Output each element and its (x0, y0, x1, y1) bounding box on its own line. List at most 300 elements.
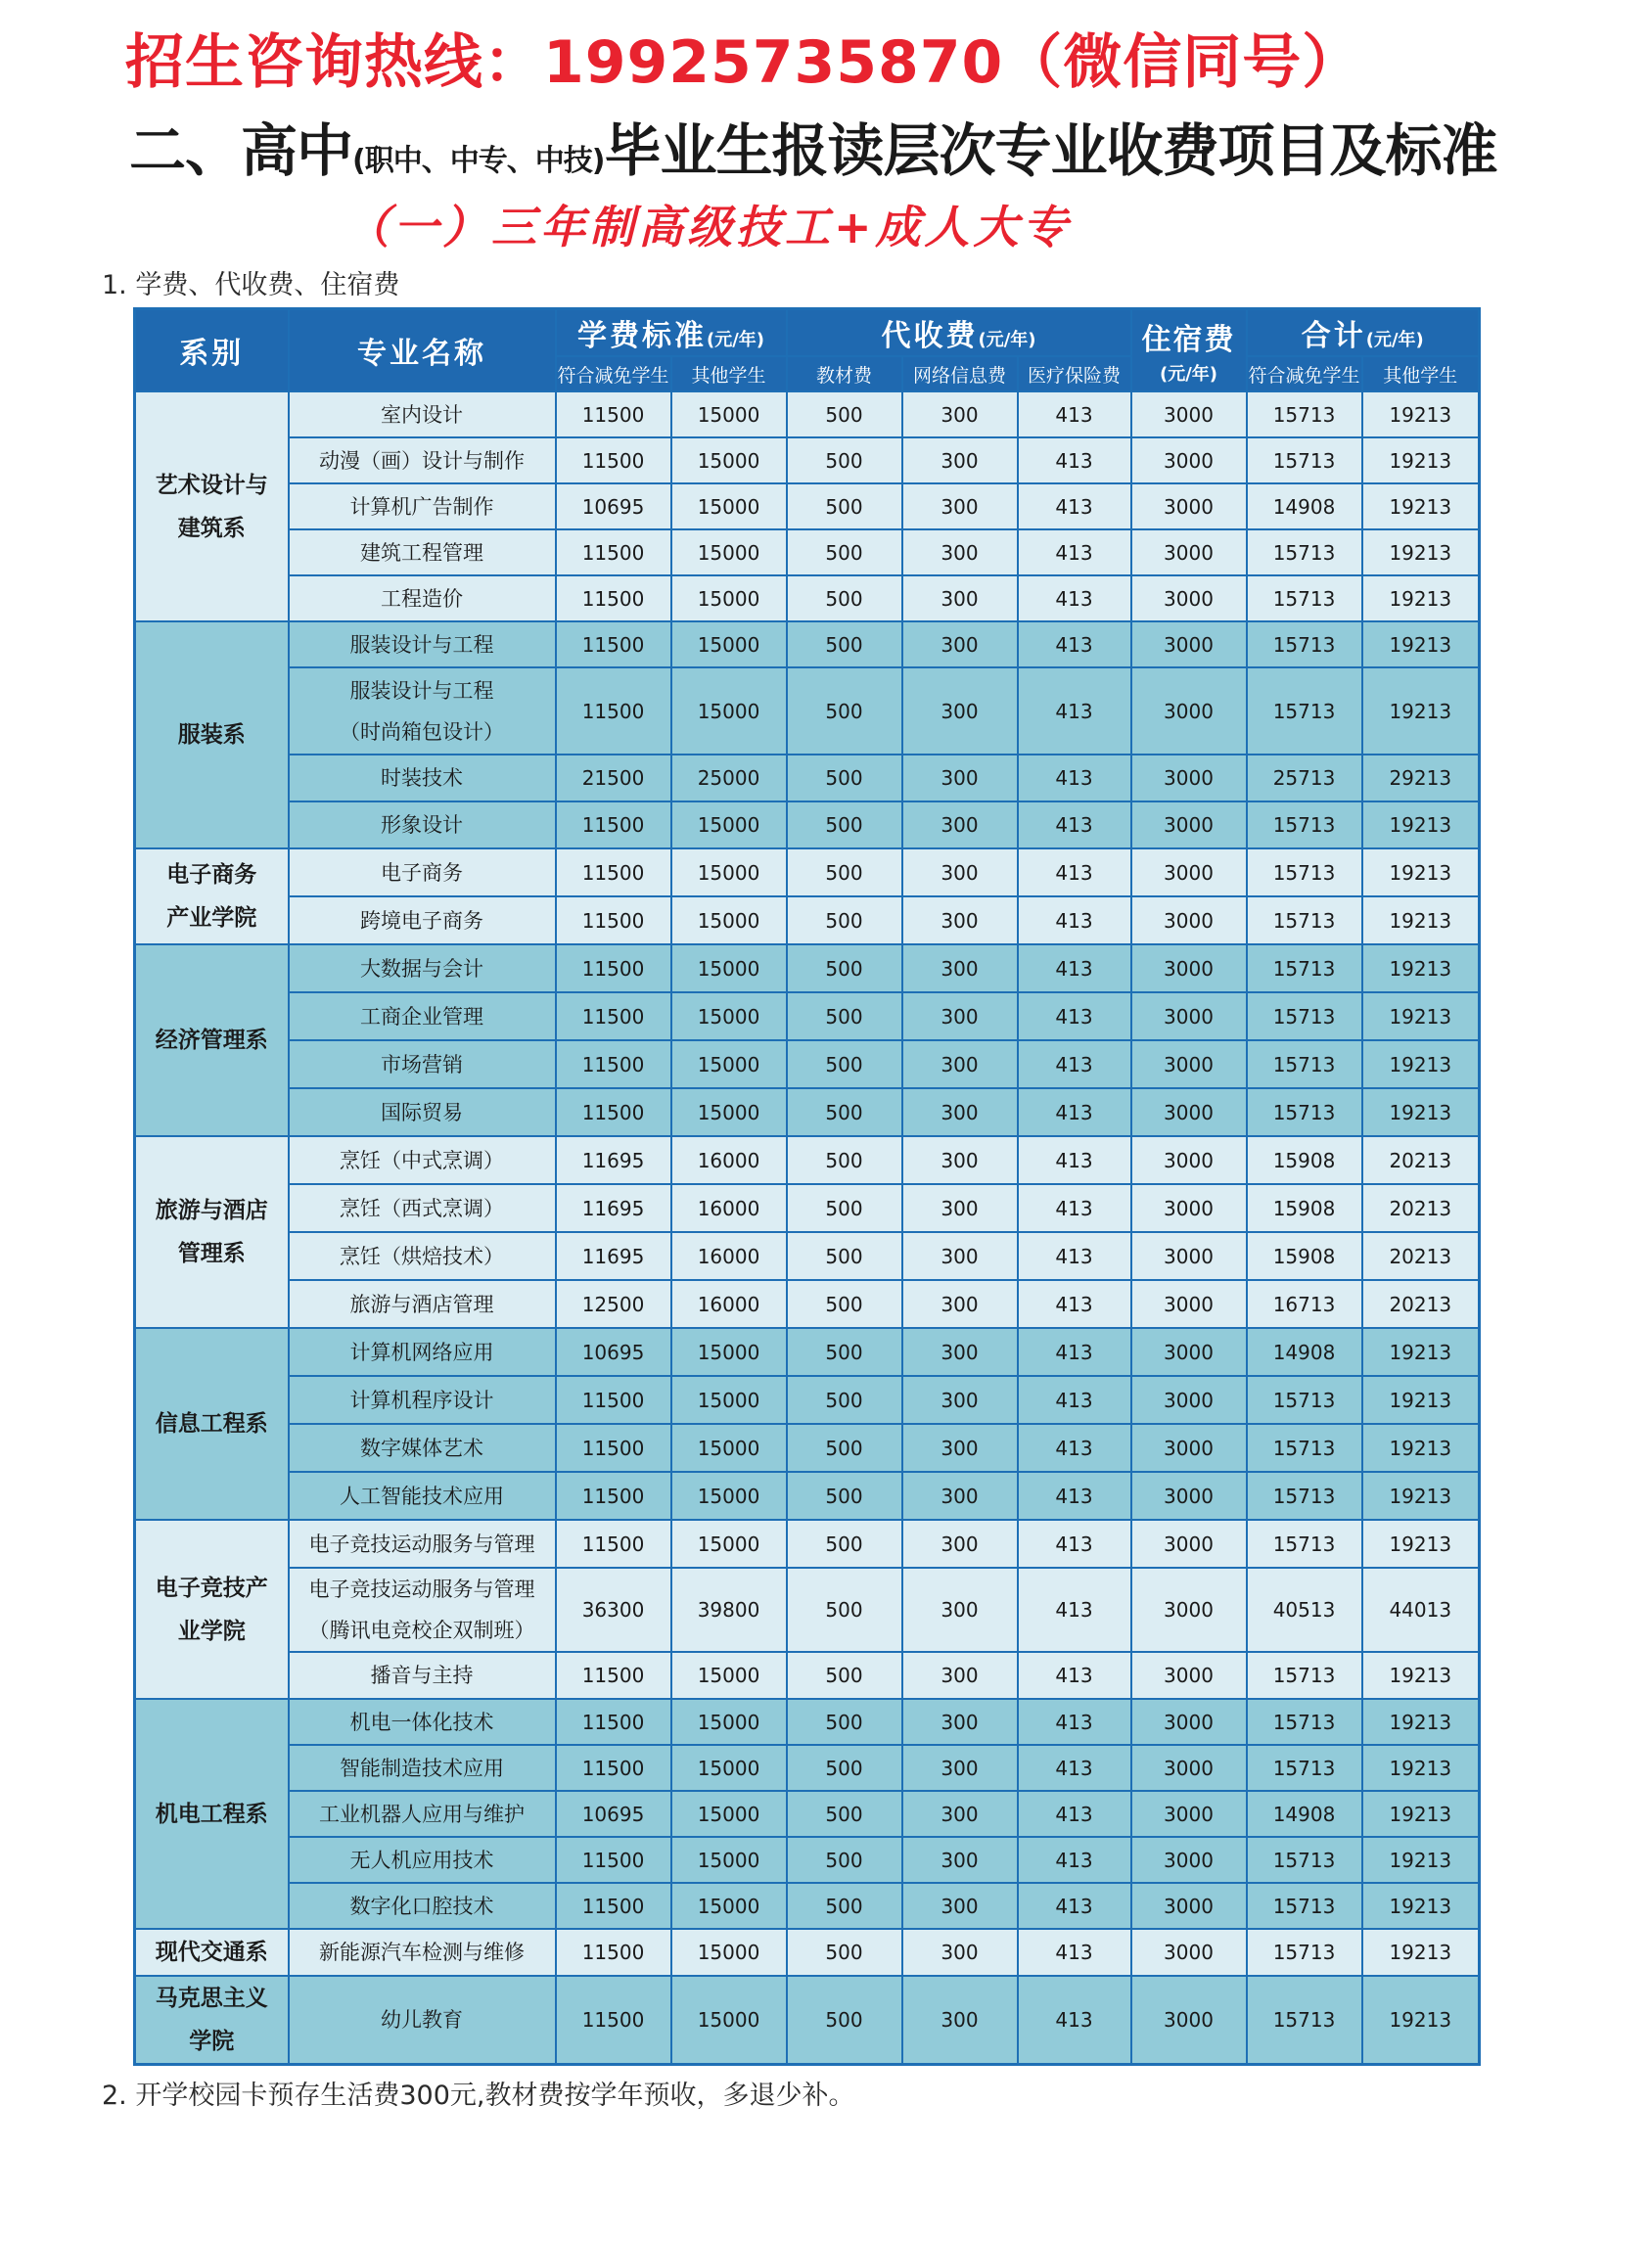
dorm-fee-cell: 3000 (1131, 848, 1247, 896)
total-reduced-cell: 15908 (1247, 1232, 1362, 1280)
books-fee-cell: 500 (787, 1699, 902, 1745)
dorm-fee-cell: 3000 (1131, 1472, 1247, 1520)
medical-fee-cell: 413 (1018, 1652, 1131, 1699)
table-row (135, 1376, 1480, 1424)
total-reduced-cell: 15713 (1247, 944, 1362, 992)
header-tuition-reduced: 符合减免学生 (556, 356, 671, 391)
total-reduced-cell: 15713 (1247, 1376, 1362, 1424)
table-row (135, 483, 1480, 529)
network-fee-cell: 300 (902, 1883, 1018, 1929)
tuition-reduced-cell: 11500 (556, 391, 671, 437)
dept-cell: 电子商务 产业学院 (135, 848, 289, 944)
books-fee-cell: 500 (787, 1376, 902, 1424)
dept-cell: 信息工程系 (135, 1328, 289, 1520)
tuition-other-cell: 15000 (671, 483, 787, 529)
books-fee-cell: 500 (787, 848, 902, 896)
medical-fee-cell: 413 (1018, 848, 1131, 896)
total-other-cell: 19213 (1362, 437, 1480, 483)
network-fee-cell: 300 (902, 1745, 1018, 1791)
major-cell: 计算机程序设计 (289, 1376, 556, 1424)
network-fee-cell: 300 (902, 1568, 1018, 1652)
books-fee-cell: 500 (787, 1883, 902, 1929)
total-other-cell: 19213 (1362, 1745, 1480, 1791)
medical-fee-cell: 413 (1018, 483, 1131, 529)
table-row (135, 1040, 1480, 1088)
total-other-cell: 20213 (1362, 1136, 1480, 1184)
dorm-fee-cell: 3000 (1131, 1376, 1247, 1424)
header-network: 网络信息费 (902, 356, 1018, 391)
table-row (135, 1280, 1480, 1328)
network-fee-cell: 300 (902, 1088, 1018, 1136)
tuition-other-cell: 16000 (671, 1184, 787, 1232)
table-row (135, 1424, 1480, 1472)
table-row (135, 1232, 1480, 1280)
medical-fee-cell: 413 (1018, 667, 1131, 755)
medical-fee-cell: 413 (1018, 755, 1131, 801)
books-fee-cell: 500 (787, 1232, 902, 1280)
major-cell: 新能源汽车检测与维修 (289, 1929, 556, 1976)
section-subtitle: （一）三年制高级技工+成人大专 (344, 201, 1072, 253)
major-cell: 播音与主持 (289, 1652, 556, 1699)
tuition-other-cell: 15000 (671, 1520, 787, 1568)
header-total-other: 其他学生 (1362, 356, 1480, 391)
total-other-cell: 19213 (1362, 848, 1480, 896)
table-row (135, 1136, 1480, 1184)
table-row (135, 848, 1480, 896)
table-row (135, 896, 1480, 944)
tuition-other-cell: 15000 (671, 1976, 787, 2065)
table-row (135, 1472, 1480, 1520)
total-other-cell: 19213 (1362, 1328, 1480, 1376)
medical-fee-cell: 413 (1018, 944, 1131, 992)
dorm-fee-cell: 3000 (1131, 529, 1247, 575)
network-fee-cell: 300 (902, 1280, 1018, 1328)
tuition-other-cell: 15000 (671, 848, 787, 896)
title-prefix: 二、高中 (129, 117, 353, 184)
dept-cell: 马克思主义 学院 (135, 1976, 289, 2065)
total-other-cell: 19213 (1362, 1424, 1480, 1472)
medical-fee-cell: 413 (1018, 1328, 1131, 1376)
tuition-other-cell: 16000 (671, 1232, 787, 1280)
total-reduced-cell: 15713 (1247, 1699, 1362, 1745)
tuition-reduced-cell: 11695 (556, 1184, 671, 1232)
dorm-fee-cell: 3000 (1131, 1232, 1247, 1280)
tuition-reduced-cell: 11500 (556, 1472, 671, 1520)
total-reduced-cell: 16713 (1247, 1280, 1362, 1328)
total-reduced-cell: 15713 (1247, 667, 1362, 755)
network-fee-cell: 300 (902, 1976, 1018, 2065)
header-total-reduced: 符合减免学生 (1247, 356, 1362, 391)
medical-fee-cell: 413 (1018, 896, 1131, 944)
tuition-reduced-cell: 10695 (556, 483, 671, 529)
medical-fee-cell: 413 (1018, 1929, 1131, 1976)
books-fee-cell: 500 (787, 1184, 902, 1232)
dorm-fee-cell: 3000 (1131, 483, 1247, 529)
major-cell: 烹饪（烘焙技术） (289, 1232, 556, 1280)
tuition-reduced-cell: 11500 (556, 1376, 671, 1424)
books-fee-cell: 500 (787, 1745, 902, 1791)
total-other-cell: 19213 (1362, 1837, 1480, 1883)
medical-fee-cell: 413 (1018, 1040, 1131, 1088)
books-fee-cell: 500 (787, 1791, 902, 1837)
network-fee-cell: 300 (902, 848, 1018, 896)
major-cell: 烹饪（西式烹调） (289, 1184, 556, 1232)
books-fee-cell: 500 (787, 1040, 902, 1088)
tuition-reduced-cell: 11500 (556, 1745, 671, 1791)
books-fee-cell: 500 (787, 1136, 902, 1184)
medical-fee-cell: 413 (1018, 1791, 1131, 1837)
medical-fee-cell: 413 (1018, 575, 1131, 621)
total-other-cell: 19213 (1362, 1088, 1480, 1136)
total-other-cell: 19213 (1362, 1472, 1480, 1520)
hotline-banner: 招生咨询热线：19925735870（微信同号） (125, 28, 1362, 97)
network-fee-cell: 300 (902, 896, 1018, 944)
total-other-cell: 19213 (1362, 1376, 1480, 1424)
total-other-cell: 19213 (1362, 992, 1480, 1040)
total-reduced-cell: 15713 (1247, 1745, 1362, 1791)
header-collected-label: 代收费 (881, 319, 979, 353)
books-fee-cell: 500 (787, 391, 902, 437)
books-fee-cell: 500 (787, 1472, 902, 1520)
total-reduced-cell: 15713 (1247, 801, 1362, 848)
books-fee-cell: 500 (787, 992, 902, 1040)
tuition-reduced-cell: 11500 (556, 1520, 671, 1568)
major-cell: 数字媒体艺术 (289, 1424, 556, 1472)
tuition-other-cell: 15000 (671, 1791, 787, 1837)
dorm-fee-cell: 3000 (1131, 755, 1247, 801)
tuition-other-cell: 15000 (671, 1376, 787, 1424)
network-fee-cell: 300 (902, 1136, 1018, 1184)
total-other-cell: 19213 (1362, 1699, 1480, 1745)
tuition-other-cell: 15000 (671, 437, 787, 483)
dorm-fee-cell: 3000 (1131, 1837, 1247, 1883)
tuition-other-cell: 15000 (671, 667, 787, 755)
dorm-fee-cell: 3000 (1131, 1976, 1247, 2065)
medical-fee-cell: 413 (1018, 1976, 1131, 2065)
medical-fee-cell: 413 (1018, 1745, 1131, 1791)
books-fee-cell: 500 (787, 667, 902, 755)
network-fee-cell: 300 (902, 1472, 1018, 1520)
books-fee-cell: 500 (787, 755, 902, 801)
title-parenthetical: (职中、中专、中技) (352, 144, 605, 178)
major-cell: 电子竞技运动服务与管理 （腾讯电竞校企双制班） (289, 1568, 556, 1652)
total-reduced-cell: 40513 (1247, 1568, 1362, 1652)
tuition-other-cell: 16000 (671, 1280, 787, 1328)
major-cell: 数字化口腔技术 (289, 1883, 556, 1929)
network-fee-cell: 300 (902, 529, 1018, 575)
network-fee-cell: 300 (902, 575, 1018, 621)
dorm-fee-cell: 3000 (1131, 437, 1247, 483)
total-other-cell: 19213 (1362, 896, 1480, 944)
total-reduced-cell: 15713 (1247, 1424, 1362, 1472)
major-cell: 建筑工程管理 (289, 529, 556, 575)
network-fee-cell: 300 (902, 1699, 1018, 1745)
tuition-reduced-cell: 11695 (556, 1232, 671, 1280)
major-cell: 工程造价 (289, 575, 556, 621)
books-fee-cell: 500 (787, 529, 902, 575)
table-row (135, 1929, 1480, 1976)
total-other-cell: 19213 (1362, 801, 1480, 848)
network-fee-cell: 300 (902, 801, 1018, 848)
dept-cell: 电子竞技产 业学院 (135, 1520, 289, 1699)
dorm-fee-cell: 3000 (1131, 1883, 1247, 1929)
page-title (129, 115, 1496, 197)
medical-fee-cell: 413 (1018, 1424, 1131, 1472)
major-cell: 形象设计 (289, 801, 556, 848)
tuition-reduced-cell: 10695 (556, 1328, 671, 1376)
books-fee-cell: 500 (787, 896, 902, 944)
network-fee-cell: 300 (902, 1232, 1018, 1280)
books-fee-cell: 500 (787, 1976, 902, 2065)
total-other-cell: 19213 (1362, 1791, 1480, 1837)
tuition-reduced-cell: 11500 (556, 1837, 671, 1883)
major-cell: 旅游与酒店管理 (289, 1280, 556, 1328)
dorm-fee-cell: 3000 (1131, 1791, 1247, 1837)
network-fee-cell: 300 (902, 1040, 1018, 1088)
network-fee-cell: 300 (902, 1652, 1018, 1699)
total-other-cell: 44013 (1362, 1568, 1480, 1652)
table-row (135, 944, 1480, 992)
footer-note: 2. 开学校园卡预存生活费300元,教材费按学年预收，多退少补。 (102, 2081, 855, 2111)
tuition-other-cell: 15000 (671, 621, 787, 667)
tuition-reduced-cell: 11500 (556, 992, 671, 1040)
header-tuition (556, 309, 787, 357)
dorm-fee-cell: 3000 (1131, 1184, 1247, 1232)
table-row (135, 1328, 1480, 1376)
network-fee-cell: 300 (902, 755, 1018, 801)
header-total-label: 合计 (1301, 319, 1366, 353)
books-fee-cell: 500 (787, 575, 902, 621)
header-total-unit: (元/年) (1365, 330, 1424, 350)
tuition-reduced-cell: 10695 (556, 1791, 671, 1837)
total-reduced-cell: 15713 (1247, 1883, 1362, 1929)
tuition-other-cell: 16000 (671, 1136, 787, 1184)
table-row (135, 1088, 1480, 1136)
tuition-other-cell: 15000 (671, 1472, 787, 1520)
network-fee-cell: 300 (902, 1520, 1018, 1568)
total-reduced-cell: 15713 (1247, 1652, 1362, 1699)
books-fee-cell: 500 (787, 1280, 902, 1328)
dorm-fee-cell: 3000 (1131, 1745, 1247, 1791)
table-row (135, 1184, 1480, 1232)
total-reduced-cell: 15908 (1247, 1184, 1362, 1232)
table-row (135, 1520, 1480, 1568)
dorm-fee-cell: 3000 (1131, 1136, 1247, 1184)
table-row (135, 1568, 1480, 1652)
major-cell: 电子竞技运动服务与管理 (289, 1520, 556, 1568)
dorm-fee-cell: 3000 (1131, 896, 1247, 944)
major-cell: 大数据与会计 (289, 944, 556, 992)
medical-fee-cell: 413 (1018, 1520, 1131, 1568)
tuition-reduced-cell: 11500 (556, 575, 671, 621)
tuition-reduced-cell: 11500 (556, 1699, 671, 1745)
tuition-reduced-cell: 11500 (556, 621, 671, 667)
total-other-cell: 19213 (1362, 483, 1480, 529)
total-reduced-cell: 15713 (1247, 575, 1362, 621)
tuition-reduced-cell: 11500 (556, 1929, 671, 1976)
medical-fee-cell: 413 (1018, 1232, 1131, 1280)
major-cell: 服装设计与工程 （时尚箱包设计） (289, 667, 556, 755)
dept-cell: 服装系 (135, 621, 289, 848)
tuition-reduced-cell: 11695 (556, 1136, 671, 1184)
total-reduced-cell: 15713 (1247, 621, 1362, 667)
tuition-reduced-cell: 11500 (556, 1424, 671, 1472)
table-row (135, 801, 1480, 848)
total-other-cell: 19213 (1362, 529, 1480, 575)
network-fee-cell: 300 (902, 1328, 1018, 1376)
dorm-fee-cell: 3000 (1131, 1699, 1247, 1745)
tuition-other-cell: 15000 (671, 1699, 787, 1745)
total-reduced-cell: 15713 (1247, 1040, 1362, 1088)
header-total (1247, 309, 1480, 357)
total-reduced-cell: 14908 (1247, 483, 1362, 529)
table-row (135, 992, 1480, 1040)
dorm-fee-cell: 3000 (1131, 1088, 1247, 1136)
major-cell: 幼儿教育 (289, 1976, 556, 2065)
total-reduced-cell: 15713 (1247, 1088, 1362, 1136)
total-other-cell: 19213 (1362, 575, 1480, 621)
dorm-fee-cell: 3000 (1131, 575, 1247, 621)
total-reduced-cell: 15713 (1247, 992, 1362, 1040)
header-dorm-label: 住宿费 (1141, 323, 1236, 357)
tuition-other-cell: 15000 (671, 529, 787, 575)
dept-cell: 旅游与酒店 管理系 (135, 1136, 289, 1328)
table-row (135, 391, 1480, 437)
network-fee-cell: 300 (902, 621, 1018, 667)
dorm-fee-cell: 3000 (1131, 801, 1247, 848)
header-dorm-unit: (元/年) (1159, 364, 1218, 385)
total-reduced-cell: 15713 (1247, 1929, 1362, 1976)
total-reduced-cell: 15713 (1247, 896, 1362, 944)
table-row (135, 1976, 1480, 2065)
books-fee-cell: 500 (787, 1929, 902, 1976)
header-tuition-unit: (元/年) (706, 330, 765, 350)
dorm-fee-cell: 3000 (1131, 944, 1247, 992)
dorm-fee-cell: 3000 (1131, 1929, 1247, 1976)
table-row (135, 529, 1480, 575)
total-other-cell: 19213 (1362, 1929, 1480, 1976)
medical-fee-cell: 413 (1018, 1088, 1131, 1136)
total-other-cell: 19213 (1362, 667, 1480, 755)
header-books: 教材费 (787, 356, 902, 391)
dorm-fee-cell: 3000 (1131, 621, 1247, 667)
tuition-other-cell: 15000 (671, 1837, 787, 1883)
tuition-other-cell: 15000 (671, 1424, 787, 1472)
books-fee-cell: 500 (787, 1328, 902, 1376)
tuition-reduced-cell: 11500 (556, 801, 671, 848)
tuition-reduced-cell: 11500 (556, 1883, 671, 1929)
dorm-fee-cell: 3000 (1131, 1568, 1247, 1652)
total-other-cell: 20213 (1362, 1280, 1480, 1328)
total-reduced-cell: 14908 (1247, 1791, 1362, 1837)
tuition-other-cell: 15000 (671, 575, 787, 621)
header-tuition-label: 学费标准 (576, 319, 707, 353)
total-other-cell: 19213 (1362, 621, 1480, 667)
title-suffix: 毕业生报读层次专业收费项目及标准 (604, 117, 1497, 184)
tuition-other-cell: 15000 (671, 896, 787, 944)
dorm-fee-cell: 3000 (1131, 391, 1247, 437)
major-cell: 无人机应用技术 (289, 1837, 556, 1883)
medical-fee-cell: 413 (1018, 1136, 1131, 1184)
table-row (135, 1883, 1480, 1929)
tuition-reduced-cell: 11500 (556, 896, 671, 944)
total-other-cell: 19213 (1362, 391, 1480, 437)
dorm-fee-cell: 3000 (1131, 1328, 1247, 1376)
section-note-fees: 1. 学费、代收费、住宿费 (102, 270, 400, 300)
fee-table-body (135, 391, 1480, 2065)
network-fee-cell: 300 (902, 944, 1018, 992)
tuition-reduced-cell: 11500 (556, 1652, 671, 1699)
tuition-reduced-cell: 36300 (556, 1568, 671, 1652)
medical-fee-cell: 413 (1018, 1280, 1131, 1328)
total-reduced-cell: 14908 (1247, 1328, 1362, 1376)
medical-fee-cell: 413 (1018, 1883, 1131, 1929)
medical-fee-cell: 413 (1018, 801, 1131, 848)
medical-fee-cell: 413 (1018, 992, 1131, 1040)
total-reduced-cell: 15713 (1247, 1472, 1362, 1520)
medical-fee-cell: 413 (1018, 391, 1131, 437)
books-fee-cell: 500 (787, 621, 902, 667)
books-fee-cell: 500 (787, 944, 902, 992)
header-dorm (1131, 309, 1247, 392)
total-reduced-cell: 15713 (1247, 437, 1362, 483)
tuition-other-cell: 15000 (671, 1929, 787, 1976)
major-cell: 工业机器人应用与维护 (289, 1791, 556, 1837)
tuition-reduced-cell: 12500 (556, 1280, 671, 1328)
medical-fee-cell: 413 (1018, 1699, 1131, 1745)
medical-fee-cell: 413 (1018, 621, 1131, 667)
books-fee-cell: 500 (787, 1424, 902, 1472)
tuition-other-cell: 15000 (671, 1328, 787, 1376)
medical-fee-cell: 413 (1018, 437, 1131, 483)
medical-fee-cell: 413 (1018, 1184, 1131, 1232)
tuition-other-cell: 15000 (671, 1088, 787, 1136)
total-other-cell: 29213 (1362, 755, 1480, 801)
tuition-reduced-cell: 11500 (556, 1040, 671, 1088)
books-fee-cell: 500 (787, 1568, 902, 1652)
header-collected (787, 309, 1131, 357)
dorm-fee-cell: 3000 (1131, 992, 1247, 1040)
dorm-fee-cell: 3000 (1131, 1040, 1247, 1088)
tuition-other-cell: 39800 (671, 1568, 787, 1652)
network-fee-cell: 300 (902, 667, 1018, 755)
network-fee-cell: 300 (902, 1424, 1018, 1472)
network-fee-cell: 300 (902, 1791, 1018, 1837)
books-fee-cell: 500 (787, 483, 902, 529)
books-fee-cell: 500 (787, 1520, 902, 1568)
major-cell: 国际贸易 (289, 1088, 556, 1136)
medical-fee-cell: 413 (1018, 529, 1131, 575)
major-cell: 智能制造技术应用 (289, 1745, 556, 1791)
major-cell: 计算机网络应用 (289, 1328, 556, 1376)
major-cell: 跨境电子商务 (289, 896, 556, 944)
header-dept: 系别 (135, 309, 289, 392)
header-medical: 医疗保险费 (1018, 356, 1131, 391)
major-cell: 人工智能技术应用 (289, 1472, 556, 1520)
network-fee-cell: 300 (902, 437, 1018, 483)
major-cell: 动漫（画）设计与制作 (289, 437, 556, 483)
tuition-other-cell: 15000 (671, 1745, 787, 1791)
table-row (135, 575, 1480, 621)
total-other-cell: 19213 (1362, 1883, 1480, 1929)
total-other-cell: 19213 (1362, 1976, 1480, 2065)
total-other-cell: 19213 (1362, 1520, 1480, 1568)
header-tuition-other: 其他学生 (671, 356, 787, 391)
major-cell: 市场营销 (289, 1040, 556, 1088)
total-reduced-cell: 25713 (1247, 755, 1362, 801)
total-reduced-cell: 15713 (1247, 529, 1362, 575)
tuition-other-cell: 15000 (671, 1652, 787, 1699)
